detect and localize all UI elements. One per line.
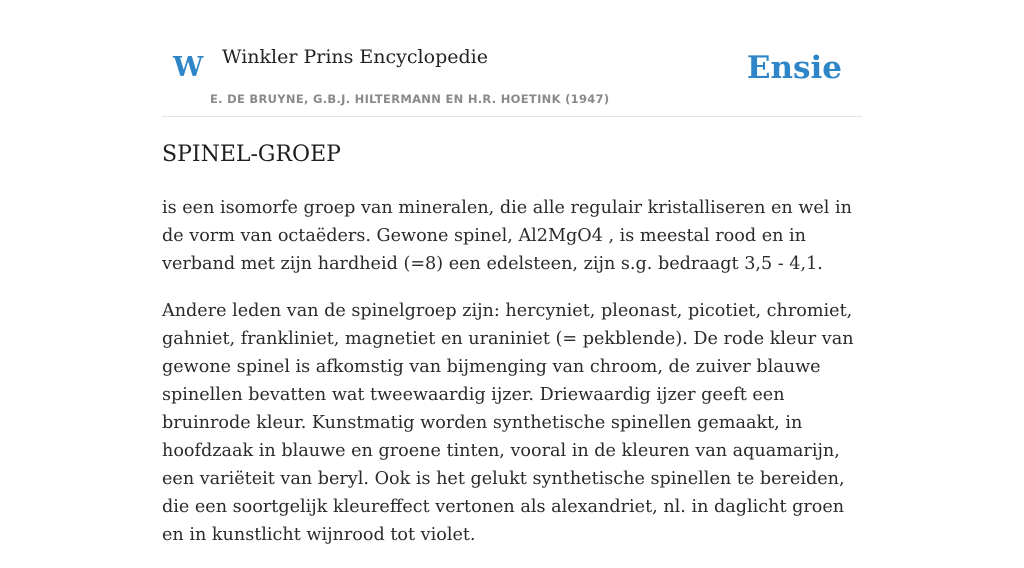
publication-authors: E. DE BRUYNE, G.B.J. HILTERMANN EN H.R. HOETINK (1947) — [210, 92, 610, 106]
article-title: SPINEL-GROEP — [162, 142, 341, 167]
publication-title[interactable]: Winkler Prins Encyclopedie — [222, 46, 488, 68]
winkler-prins-logo[interactable]: W — [173, 52, 204, 83]
article-paragraph: is een isomorfe groep van mineralen, die alle regulair kristalliseren en wel in de vorm van octaëders. Gewone spinel, Al2MgO4 , is meestal rood en in verband met zijn hardheid (=8) een edelsteen, zijn s.g. bedraagt 3,5 - 4,1. — [162, 198, 852, 274]
ensie-brand-link[interactable]: Ensie — [746, 50, 842, 86]
site-header — [162, 40, 862, 117]
article — [162, 136, 862, 568]
article-body — [162, 194, 862, 549]
article-paragraph: Andere leden van de spinelgroep zijn: hercyniet, pleonast, picotiet, chromiet, gahniet, frankliniet, magnetiet en uraniniet (= pekblende). De rode kleur van gewone spinel is afkomstig van bijmenging van chroom, de zuiver blauwe spinellen bevatten wat tweewaardig ijzer. Driewaardig ijzer geeft een bruinrode kleur. Kunstmatig worden synthetische spinellen gemaakt, in hoofdzaak in blauwe en groene tinten, vooral in de kleuren van aquamarijn, een variëteit van beryl. Ook is het gelukt synthetische spinellen te bereiden, die een soortgelijk kleureffect vertonen als alexandriet, nl. in daglicht groen en in kunstlicht wijnrood tot violet. — [162, 301, 854, 545]
